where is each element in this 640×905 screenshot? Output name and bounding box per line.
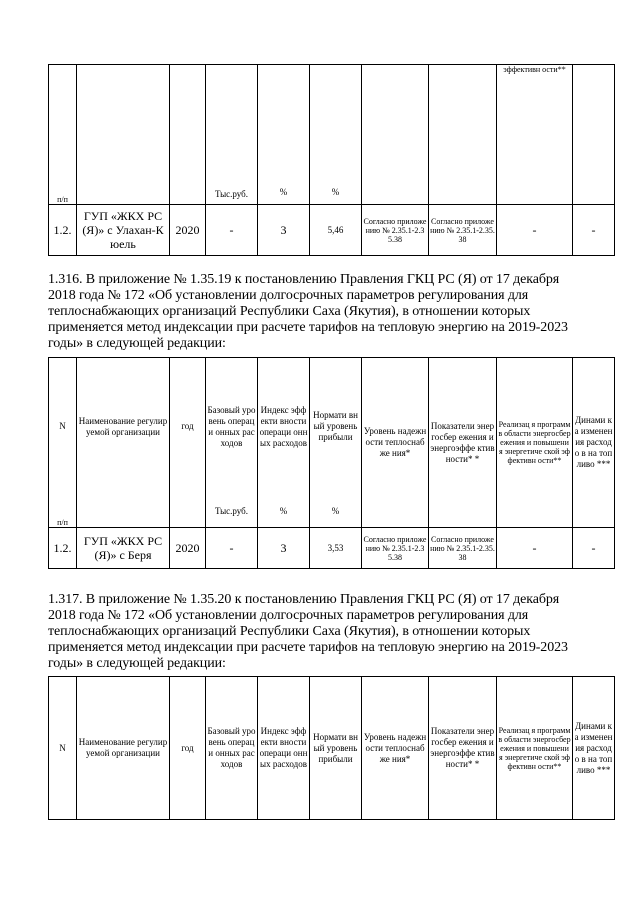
header-year: год xyxy=(170,358,206,496)
paragraph-line: теплоснабжающих организаций Республики Саха (Якутия), в отношении которых xyxy=(48,304,531,319)
row-programs: - xyxy=(497,528,573,569)
header-index: Индекс эффекти вности операци онных расходов xyxy=(258,358,310,496)
table-row xyxy=(49,528,615,569)
paragraph-line: 1.316. В приложение № 1.35.19 к постановлению Правления ГКЦ РС (Я) от 17 декабря xyxy=(48,272,560,287)
col-year xyxy=(170,65,206,205)
row-org: ГУП «ЖКХ РС (Я)» с Беря xyxy=(77,528,170,569)
header-index: Индекс эффекти вности операци онных расходов xyxy=(258,677,310,820)
header-base: Базовый уровень операци онных расходов xyxy=(206,677,258,820)
paragraph-line: годы» в следующей редакции: xyxy=(48,336,226,351)
unit-norm: % xyxy=(310,496,362,528)
col-base-unit: Тыс.руб. xyxy=(206,65,258,205)
row-norm: 5,46 xyxy=(310,205,362,256)
paragraph-line: 2018 года № 172 «Об установлении долгосрочных параметров регулирования для xyxy=(48,288,529,303)
row-reliability: Согласно приложению № 2.35.1-2.35.38 xyxy=(362,205,429,256)
table-header-row xyxy=(49,677,615,820)
header-reliability: Уровень надежности теплоснабже ния* xyxy=(362,358,429,528)
paragraph-line: применяется метод индексации при расчете тарифов на тепловую энергию на 2019-2023 xyxy=(48,640,568,655)
row-num: 1.2. xyxy=(49,528,77,569)
table-header-row xyxy=(49,358,615,496)
row-energy: Согласно приложению № 2.35.1-2.35.38 xyxy=(429,528,497,569)
unit-base: Тыс.руб. xyxy=(206,496,258,528)
paragraph-line: годы» в следующей редакции: xyxy=(48,656,226,671)
header-n: N xyxy=(49,677,77,820)
unit-index: % xyxy=(258,496,310,528)
col-dynamics xyxy=(573,65,615,205)
col-index-unit: % xyxy=(258,65,310,205)
paragraph-1-316 xyxy=(48,272,618,352)
paragraph-line: теплоснабжающих организаций Республики Саха (Якутия), в отношении которых xyxy=(48,624,531,639)
table-row xyxy=(49,205,615,256)
header-energy: Показатели энергосбер ежения и энергоэффе ктивности* * xyxy=(429,677,497,820)
row-reliability: Согласно приложению № 2.35.1-2.35.38 xyxy=(362,528,429,569)
row-index: 3 xyxy=(258,205,310,256)
unit-year xyxy=(170,496,206,528)
table-2 xyxy=(48,357,615,569)
row-dynamics: - xyxy=(573,205,615,256)
header-n: N xyxy=(49,358,77,496)
row-energy: Согласно приложению № 2.35.1-2.35.38 xyxy=(429,205,497,256)
col-norm-unit: % xyxy=(310,65,362,205)
row-year: 2020 xyxy=(170,528,206,569)
col-org xyxy=(77,65,170,205)
unit-org xyxy=(77,496,170,528)
unit-nn: п/п xyxy=(49,496,77,528)
header-base: Базовый уровень операци онных расходов xyxy=(206,358,258,496)
paragraph-line: применяется метод индексации при расчете тарифов на тепловую энергию на 2019-2023 xyxy=(48,320,568,335)
paragraph-line: 2018 года № 172 «Об установлении долгосрочных параметров регулирования для xyxy=(48,608,529,623)
header-dynamics: Динами ка изменен ия расходо в на топливо *** xyxy=(573,677,615,820)
header-norm: Нормати вный уровень прибыли xyxy=(310,677,362,820)
header-year: год xyxy=(170,677,206,820)
header-programs: Реализац я программ в области энергосбер ежения и повышени я энергетиче ской эффективн ости** xyxy=(497,358,573,528)
header-energy: Показатели энергосбер ежения и энергоэффе ктивности* * xyxy=(429,358,497,528)
paragraph-line: 1.317. В приложение № 1.35.20 к постановлению Правления ГКЦ РС (Я) от 17 декабря xyxy=(48,592,560,607)
table-1 xyxy=(48,64,615,256)
header-org: Наименование регулируемой организации xyxy=(77,358,170,496)
col-energy xyxy=(429,65,497,205)
row-year: 2020 xyxy=(170,205,206,256)
header-org: Наименование регулируемой организации xyxy=(77,677,170,820)
col-reliability xyxy=(362,65,429,205)
header-programs: Реализац я программ в области энергосбер ежения и повышени я энергетиче ской эффективн ости** xyxy=(497,677,573,820)
row-dynamics: - xyxy=(573,528,615,569)
row-num: 1.2. xyxy=(49,205,77,256)
row-norm: 3,53 xyxy=(310,528,362,569)
row-base: - xyxy=(206,205,258,256)
row-base: - xyxy=(206,528,258,569)
col-programs-tail: эффективн ости** xyxy=(497,65,573,205)
paragraph-1-317 xyxy=(48,592,618,672)
header-norm: Нормати вный уровень прибыли xyxy=(310,358,362,496)
col-nn: п/п xyxy=(49,65,77,205)
row-programs: - xyxy=(497,205,573,256)
row-org: ГУП «ЖКХ РС (Я)» с Улахан-Кюель xyxy=(77,205,170,256)
row-index: 3 xyxy=(258,528,310,569)
header-reliability: Уровень надежности теплоснабже ния* xyxy=(362,677,429,820)
table-header-row xyxy=(49,65,615,205)
header-dynamics: Динами ка изменен ия расходо в на топливо *** xyxy=(573,358,615,528)
table-3 xyxy=(48,676,615,820)
